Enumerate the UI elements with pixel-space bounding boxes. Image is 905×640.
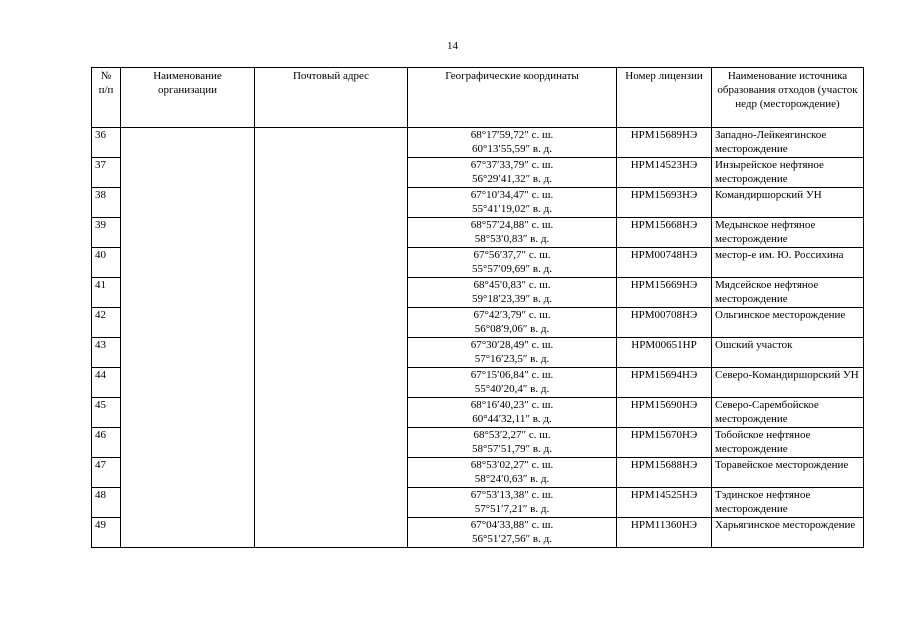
- longitude: 57°16′23,5″ в. д.: [474, 353, 550, 365]
- row-num: 48: [92, 488, 121, 518]
- source-name: Северо-Командиршорский УН: [712, 368, 864, 398]
- source-name: Мядсейское нефтяное месторождение: [712, 278, 864, 308]
- header-license: Номер лицензии: [617, 68, 712, 128]
- address-cell: [255, 128, 408, 548]
- longitude: 60°13′55,59″ в. д.: [472, 143, 552, 155]
- source-name: Ошский участок: [712, 338, 864, 368]
- license-number: НРМ15669НЭ: [617, 278, 712, 308]
- coordinates-cell: [408, 188, 617, 218]
- license-number: НРМ15688НЭ: [617, 458, 712, 488]
- row-num: 42: [92, 308, 121, 338]
- latitude: 68°17′59,72″ с. ш.: [470, 129, 554, 141]
- coordinates-cell: [408, 368, 617, 398]
- license-table: [91, 67, 864, 548]
- table-header-row: [92, 68, 864, 128]
- row-num: 47: [92, 458, 121, 488]
- latitude: 67°04′33,88″ с. ш.: [470, 519, 554, 531]
- organization-cell: [121, 128, 255, 548]
- coordinates-cell: [408, 398, 617, 428]
- coordinates-cell: [408, 488, 617, 518]
- source-name: Ольгинское месторождение: [712, 308, 864, 338]
- row-num: 46: [92, 428, 121, 458]
- latitude: 68°16′40,23″ с. ш.: [470, 399, 554, 411]
- coordinates-cell: [408, 308, 617, 338]
- source-name: Тэдинское нефтяное месторождение: [712, 488, 864, 518]
- longitude: 60°44′32,11″ в. д.: [472, 413, 552, 425]
- latitude: 67°10′34,47″ с. ш.: [470, 189, 554, 201]
- source-name: Северо-Сарембойское месторождение: [712, 398, 864, 428]
- longitude: 56°51′27,56″ в. д.: [472, 533, 552, 545]
- header-num: № п/п: [92, 68, 121, 128]
- license-number: НРМ15693НЭ: [617, 188, 712, 218]
- longitude: 58°57′51,79″ в. д.: [472, 443, 552, 455]
- license-number: НРМ00708НЭ: [617, 308, 712, 338]
- row-num: 37: [92, 158, 121, 188]
- longitude: 56°29′41,32″ в. д.: [472, 173, 552, 185]
- license-number: НРМ15668НЭ: [617, 218, 712, 248]
- longitude: 55°40′20,4″ в. д.: [474, 383, 550, 395]
- source-name: Инзырейское нефтяное месторождение: [712, 158, 864, 188]
- latitude: 68°53′2,27″ с. ш.: [473, 429, 551, 441]
- longitude: 57°51′7,21″ в. д.: [474, 503, 550, 515]
- row-num: 45: [92, 398, 121, 428]
- license-number: НРМ11360НЭ: [617, 518, 712, 548]
- source-name: местор-е им. Ю. Россихина: [712, 248, 864, 278]
- source-name: Торавейское месторождение: [712, 458, 864, 488]
- coordinates-cell: [408, 218, 617, 248]
- coordinates-cell: [408, 158, 617, 188]
- header-source: Наименование источника образования отходов (участок недр (месторождение): [712, 68, 864, 128]
- source-name: Медынское нефтяное месторождение: [712, 218, 864, 248]
- latitude: 67°53′13,38″ с. ш.: [470, 489, 554, 501]
- row-num: 36: [92, 128, 121, 158]
- row-num: 40: [92, 248, 121, 278]
- license-number: НРМ14523НЭ: [617, 158, 712, 188]
- coordinates-cell: [408, 458, 617, 488]
- longitude: 58°24′0,63″ в. д.: [474, 473, 550, 485]
- row-num: 43: [92, 338, 121, 368]
- latitude: 68°57′24,88″ с. ш.: [470, 219, 554, 231]
- header-coordinates: Географические координаты: [408, 68, 617, 128]
- license-number: НРМ15694НЭ: [617, 368, 712, 398]
- latitude: 67°15′06,84″ с. ш.: [470, 369, 554, 381]
- row-num: 41: [92, 278, 121, 308]
- source-name: Командиршорский УН: [712, 188, 864, 218]
- license-number: НРМ15690НЭ: [617, 398, 712, 428]
- header-organization: Наименование организации: [121, 68, 255, 128]
- longitude: 55°57′09,69″ в. д.: [472, 263, 552, 275]
- longitude: 56°08′9,06″ в. д.: [474, 323, 550, 335]
- coordinates-cell: [408, 518, 617, 548]
- latitude: 67°30′28,49″ с. ш.: [470, 339, 554, 351]
- longitude: 58°53′0,83″ в. д.: [474, 233, 550, 245]
- latitude: 68°53′02,27″ с. ш.: [470, 459, 554, 471]
- coordinates-cell: [408, 338, 617, 368]
- license-number: НРМ00748НЭ: [617, 248, 712, 278]
- page-number: 14: [447, 40, 458, 52]
- coordinates-cell: [408, 278, 617, 308]
- row-num: 39: [92, 218, 121, 248]
- row-num: 38: [92, 188, 121, 218]
- license-number: НРМ15689НЭ: [617, 128, 712, 158]
- latitude: 67°42′3,79″ с. ш.: [473, 309, 551, 321]
- source-name: Западно-Лейкеягинское месторождение: [712, 128, 864, 158]
- latitude: 67°37′33,79″ с. ш.: [470, 159, 554, 171]
- longitude: 59°18′23,39″ в. д.: [472, 293, 552, 305]
- source-name: Харьягинское месторождение: [712, 518, 864, 548]
- row-num: 49: [92, 518, 121, 548]
- license-number: НРМ14525НЭ: [617, 488, 712, 518]
- license-number: НРМ00651НР: [617, 338, 712, 368]
- latitude: 67°56′37,7″ с. ш.: [473, 249, 551, 261]
- license-number: НРМ15670НЭ: [617, 428, 712, 458]
- table-row: [92, 128, 864, 158]
- coordinates-cell: [408, 128, 617, 158]
- source-name: Тобойское нефтяное месторождение: [712, 428, 864, 458]
- latitude: 68°45′0,83″ с. ш.: [473, 279, 551, 291]
- coordinates-cell: [408, 428, 617, 458]
- header-address: Почтовый адрес: [255, 68, 408, 128]
- longitude: 55°41′19,02″ в. д.: [472, 203, 552, 215]
- coordinates-cell: [408, 248, 617, 278]
- row-num: 44: [92, 368, 121, 398]
